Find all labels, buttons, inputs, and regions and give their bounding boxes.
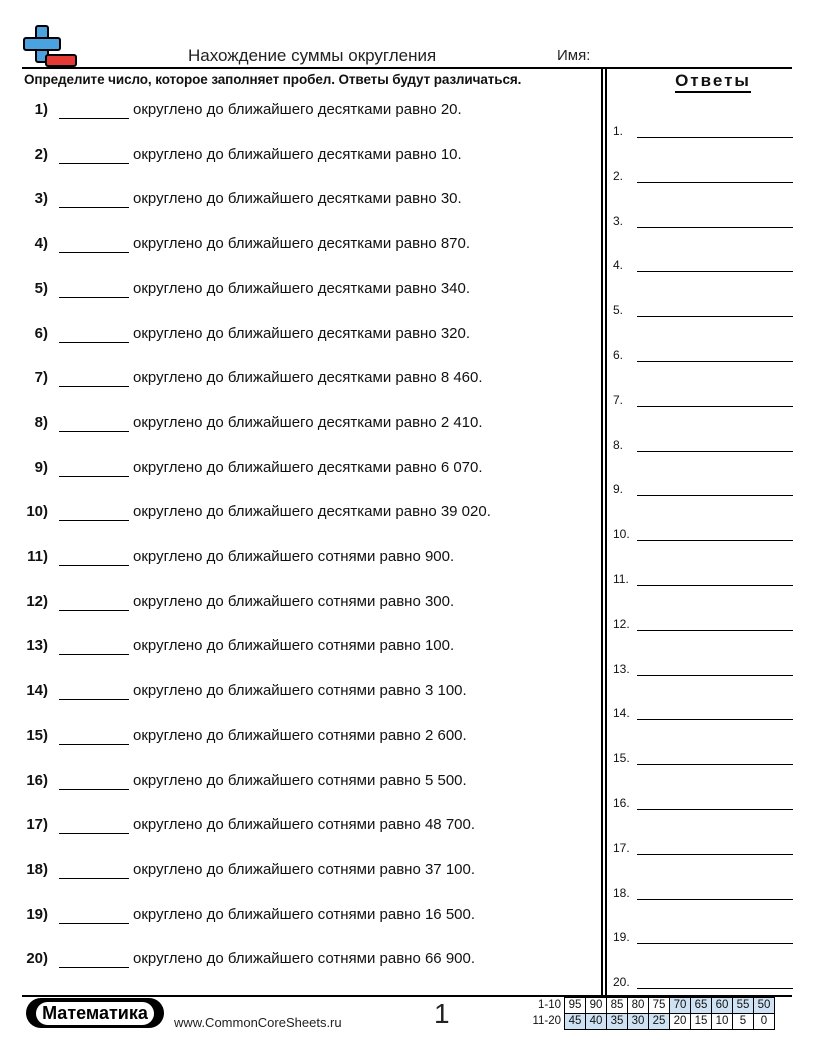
answer-number: 5. bbox=[613, 303, 624, 318]
answer-blank[interactable] bbox=[59, 833, 129, 834]
score-cell: 90 bbox=[586, 998, 607, 1014]
problem-row bbox=[22, 682, 597, 704]
answer-row bbox=[613, 169, 793, 185]
problem-row bbox=[22, 146, 597, 168]
problem-text: округлено до ближайшего десятками равно 320. bbox=[133, 324, 471, 342]
answer-row bbox=[613, 438, 793, 454]
answer-row bbox=[613, 975, 793, 991]
answer-row bbox=[613, 572, 793, 588]
answer-blank[interactable] bbox=[59, 163, 129, 164]
answer-line[interactable] bbox=[637, 406, 793, 407]
problem-number: 16) bbox=[26, 771, 48, 789]
answer-row bbox=[613, 617, 793, 633]
answer-row bbox=[613, 527, 793, 543]
answer-number: 19. bbox=[613, 930, 630, 945]
score-cell: 95 bbox=[565, 998, 586, 1014]
answer-number: 4. bbox=[613, 258, 624, 273]
problem-number: 10) bbox=[26, 503, 48, 521]
problem-row bbox=[22, 369, 597, 391]
problem-text: округлено до ближайшего десятками равно 6 070. bbox=[133, 458, 483, 476]
problem-row bbox=[22, 906, 597, 928]
answer-row bbox=[613, 124, 793, 140]
answer-blank[interactable] bbox=[59, 610, 129, 611]
answer-blank[interactable] bbox=[59, 431, 129, 432]
answer-blank[interactable] bbox=[59, 744, 129, 745]
answer-blank[interactable] bbox=[59, 654, 129, 655]
answers-title-text: Ответы bbox=[675, 71, 751, 93]
answer-row bbox=[613, 751, 793, 767]
answer-line[interactable] bbox=[637, 137, 793, 138]
answer-row bbox=[613, 841, 793, 857]
problem-number: 12) bbox=[26, 592, 48, 610]
problem-number: 11) bbox=[27, 548, 48, 565]
answer-row bbox=[613, 214, 793, 230]
answer-line[interactable] bbox=[637, 271, 793, 272]
answer-row bbox=[613, 930, 793, 946]
problem-text: округлено до ближайшего сотнями равно 5 500. bbox=[133, 771, 467, 789]
problem-number: 20) bbox=[26, 950, 48, 968]
problem-row bbox=[22, 548, 597, 570]
score-cell: 0 bbox=[754, 1014, 775, 1030]
score-cell: 70 bbox=[670, 998, 691, 1014]
answer-number: 10. bbox=[613, 527, 630, 542]
problem-text: округлено до ближайшего десятками равно 30. bbox=[133, 190, 462, 208]
answer-line[interactable] bbox=[637, 854, 793, 855]
problem-row bbox=[22, 280, 597, 302]
problem-text: округлено до ближайшего сотнями равно 2 600. bbox=[133, 726, 467, 744]
answer-row bbox=[613, 258, 793, 274]
answer-number: 18. bbox=[613, 885, 630, 900]
problem-row bbox=[22, 772, 597, 794]
answer-blank[interactable] bbox=[59, 297, 129, 298]
problem-row bbox=[22, 637, 597, 659]
answer-number: 9. bbox=[613, 482, 624, 497]
problem-text: округлено до ближайшего сотнями равно 48 700. bbox=[133, 816, 476, 834]
answer-line[interactable] bbox=[637, 630, 793, 631]
answer-number: 16. bbox=[613, 796, 630, 810]
score-table bbox=[529, 997, 775, 1030]
answer-blank[interactable] bbox=[59, 118, 129, 119]
problem-text: округлено до ближайшего десятками равно 340. bbox=[133, 279, 471, 297]
problem-text: округлено до ближайшего десятками равно 8 460. bbox=[133, 369, 483, 387]
answer-blank[interactable] bbox=[59, 520, 129, 521]
answer-line[interactable] bbox=[637, 943, 793, 944]
answer-blank[interactable] bbox=[59, 252, 129, 253]
answer-row bbox=[613, 482, 793, 498]
score-cell: 5 bbox=[733, 1014, 754, 1030]
problem-row bbox=[22, 190, 597, 212]
answer-number: 13. bbox=[613, 661, 630, 676]
answer-line[interactable] bbox=[637, 451, 793, 452]
score-cell: 10 bbox=[712, 1014, 733, 1030]
problem-text: округлено до ближайшего десятками равно 870. bbox=[133, 235, 471, 253]
answer-row bbox=[613, 706, 793, 722]
answer-blank[interactable] bbox=[59, 565, 129, 566]
problem-number: 14) bbox=[26, 682, 48, 700]
score-row bbox=[529, 998, 775, 1014]
answer-row bbox=[613, 886, 793, 902]
answer-line[interactable] bbox=[637, 764, 793, 765]
problem-text: округлено до ближайшего сотнями равно 100. bbox=[133, 637, 455, 655]
problem-row bbox=[22, 593, 597, 615]
problem-row bbox=[22, 727, 597, 749]
score-cell: 85 bbox=[607, 998, 628, 1014]
answer-number: 14. bbox=[613, 706, 630, 721]
answer-number: 15. bbox=[613, 751, 630, 766]
problem-number: 17) bbox=[26, 816, 48, 834]
score-cell: 65 bbox=[691, 998, 712, 1014]
problem-number: 4) bbox=[34, 235, 48, 253]
score-row bbox=[529, 1014, 775, 1030]
answer-number: 1. bbox=[613, 124, 624, 138]
answer-number: 11. bbox=[613, 572, 629, 586]
score-cell: 30 bbox=[628, 1014, 649, 1030]
problem-number: 2) bbox=[34, 145, 48, 163]
problem-text: округлено до ближайшего сотнями равно 3 100. bbox=[133, 682, 467, 700]
score-cell: 20 bbox=[670, 1014, 691, 1030]
site-url: www.CommonCoreSheets.ru bbox=[174, 1015, 342, 1030]
name-label: Имя: bbox=[557, 47, 591, 64]
answer-row bbox=[613, 662, 793, 678]
answer-blank[interactable] bbox=[59, 878, 129, 879]
problem-row bbox=[22, 816, 597, 838]
answer-blank[interactable] bbox=[59, 923, 129, 924]
answer-line[interactable] bbox=[637, 316, 793, 317]
problem-text: округлено до ближайшего сотнями равно 37 100. bbox=[133, 860, 476, 878]
score-cell: 50 bbox=[754, 998, 775, 1014]
problem-number: 3) bbox=[34, 190, 48, 208]
answer-line[interactable] bbox=[637, 809, 793, 810]
answer-line[interactable] bbox=[637, 719, 793, 720]
problem-number: 1) bbox=[34, 101, 48, 118]
problem-text: округлено до ближайшего десятками равно 2 410. bbox=[133, 413, 483, 431]
score-cell: 80 bbox=[628, 998, 649, 1014]
problem-row bbox=[22, 503, 597, 525]
answer-line[interactable] bbox=[637, 227, 793, 228]
problem-number: 13) bbox=[26, 637, 48, 655]
problem-text: округлено до ближайшего сотнями равно 66 900. bbox=[133, 950, 476, 968]
problem-row bbox=[22, 459, 597, 481]
problem-number: 6) bbox=[34, 324, 48, 342]
problem-text: округлено до ближайшего десятками равно 10. bbox=[133, 145, 462, 163]
answer-number: 6. bbox=[613, 348, 624, 362]
answer-number: 7. bbox=[613, 392, 624, 407]
problem-number: 8) bbox=[34, 413, 48, 431]
problem-row bbox=[22, 861, 597, 883]
problem-text: округлено до ближайшего десятками равно 39 020. bbox=[133, 503, 491, 521]
header-rule bbox=[22, 67, 792, 69]
answer-line[interactable] bbox=[637, 675, 793, 676]
answer-line[interactable] bbox=[637, 540, 793, 541]
plus-minus-logo-icon bbox=[22, 24, 78, 68]
answer-line[interactable] bbox=[637, 495, 793, 496]
score-cell: 15 bbox=[691, 1014, 712, 1030]
problem-text: округлено до ближайшего десятками равно 20. bbox=[133, 101, 462, 118]
score-row-label: 1-10 bbox=[537, 999, 561, 1011]
score-cell: 25 bbox=[649, 1014, 670, 1030]
score-row-label: 11-20 bbox=[532, 1015, 561, 1027]
problem-number: 19) bbox=[26, 905, 48, 923]
problem-number: 9) bbox=[34, 458, 48, 476]
answers-title bbox=[612, 71, 814, 91]
answer-line[interactable] bbox=[637, 361, 793, 362]
answer-number: 3. bbox=[613, 213, 624, 228]
worksheet-title: Нахождение суммы округления bbox=[188, 46, 437, 65]
answer-line[interactable] bbox=[637, 585, 793, 586]
answer-blank[interactable] bbox=[59, 207, 129, 208]
score-cell: 60 bbox=[712, 998, 733, 1014]
answer-number: 20. bbox=[613, 975, 630, 990]
answer-number: 12. bbox=[613, 616, 630, 631]
answer-row bbox=[613, 796, 793, 812]
problem-row bbox=[22, 101, 597, 123]
score-cell: 40 bbox=[586, 1014, 607, 1030]
answer-blank[interactable] bbox=[59, 386, 129, 387]
answer-number: 2. bbox=[613, 168, 624, 183]
problem-text: округлено до ближайшего сотнями равно 300. bbox=[133, 592, 455, 610]
answer-number: 17. bbox=[613, 840, 630, 855]
answer-blank[interactable] bbox=[59, 342, 129, 343]
brand-badge bbox=[26, 998, 164, 1028]
score-cell: 35 bbox=[607, 1014, 628, 1030]
answer-blank[interactable] bbox=[59, 967, 129, 968]
answer-row bbox=[613, 348, 793, 364]
brand-label: Математика bbox=[36, 1002, 154, 1025]
problem-row bbox=[22, 414, 597, 436]
answer-blank[interactable] bbox=[59, 699, 129, 700]
problem-text: округлено до ближайшего сотнями равно 900. bbox=[133, 548, 455, 565]
problem-number: 15) bbox=[26, 726, 48, 744]
problem-number: 7) bbox=[34, 369, 48, 387]
answer-line[interactable] bbox=[637, 182, 793, 183]
score-cell: 55 bbox=[733, 998, 754, 1014]
answer-row bbox=[613, 303, 793, 319]
problem-number: 18) bbox=[26, 860, 48, 878]
page-number: 1 bbox=[434, 998, 450, 1029]
problem-number: 5) bbox=[34, 279, 48, 297]
problem-row bbox=[22, 235, 597, 257]
problem-row bbox=[22, 950, 597, 972]
answer-number: 8. bbox=[613, 437, 624, 452]
answer-blank[interactable] bbox=[59, 789, 129, 790]
answer-line[interactable] bbox=[637, 988, 793, 989]
column-divider bbox=[601, 68, 607, 996]
answer-blank[interactable] bbox=[59, 476, 129, 477]
answer-row bbox=[613, 393, 793, 409]
problem-text: округлено до ближайшего сотнями равно 16 500. bbox=[133, 905, 476, 923]
answer-line[interactable] bbox=[637, 899, 793, 900]
problem-row bbox=[22, 325, 597, 347]
score-cell: 45 bbox=[565, 1014, 586, 1030]
instructions: Определите число, которое заполняет пробел. Ответы будут различаться. bbox=[24, 72, 522, 87]
score-cell: 75 bbox=[649, 998, 670, 1014]
